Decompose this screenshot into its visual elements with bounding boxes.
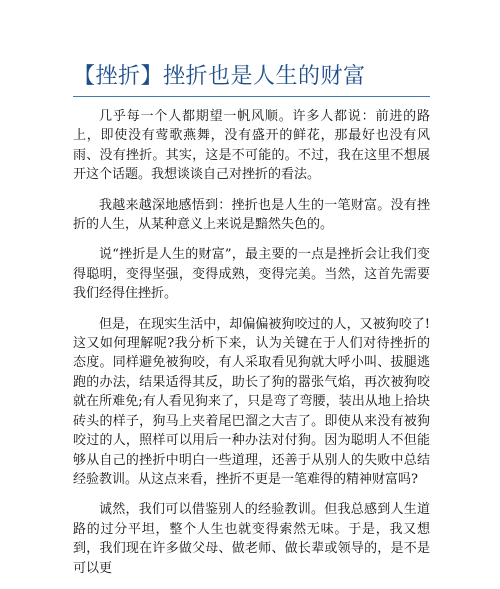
paragraph: 但是，在现实生活中，却偏偏被狗咬过的人，又被狗咬了!这又如何理解呢?我分析下来，认为关键在于人们对待挫折的态度。同样避免被狗咬，有人采取看见狗就大呼小叫、拔腿逃跑的办法，结果适得其反，助长了狗的嚣张气焰，再次被狗咬就在所难免;有人看见狗来了，只是弯了弯腰，装出从地上拾块砖头的样子，狗马上夹着尾巴溜之大吉了。即使从来没有被狗咬过的人，照样可以用后一种办法对付狗。因为聪明人不但能够从自己的挫折中明白一些道理，还善于从别人的失败中总结经验教训。从这点来看，挫折不更是一笔难得的精神财富吗? <box>73 316 430 487</box>
paragraph: 几乎每一个人都期望一帆风顺。许多人都说：前进的路上，即使没有莺歌燕舞，没有盛开的鲜花，那最好也没有风雨、没有挫折。其实，这是不可能的。不过，我在这里不想展开这个话题。我想谈谈自己对挫折的看法。 <box>73 109 430 183</box>
paragraph: 诚然，我们可以借鉴别人的经验教训。但我总感到人生道路的过分平坦，整个人生也就变得索然无味。于是，我又想到，我们现在许多做父母、做老师、做长辈或领导的，是不是可以更 <box>73 502 430 576</box>
title-divider <box>73 96 430 97</box>
paragraph: 说“挫折是人生的财富”，最主要的一点是挫折会让我们变得聪明，变得坚强，变得成熟，变得完美。当然，这首先需要我们经得住挫折。 <box>73 247 430 302</box>
article-title: 【挫折】挫折也是人生的财富 <box>73 64 366 89</box>
paragraph: 我越来越深地感悟到：挫折也是人生的一笔财富。没有挫折的人生，从某种意义上来说是黯然失色的。 <box>73 197 430 233</box>
